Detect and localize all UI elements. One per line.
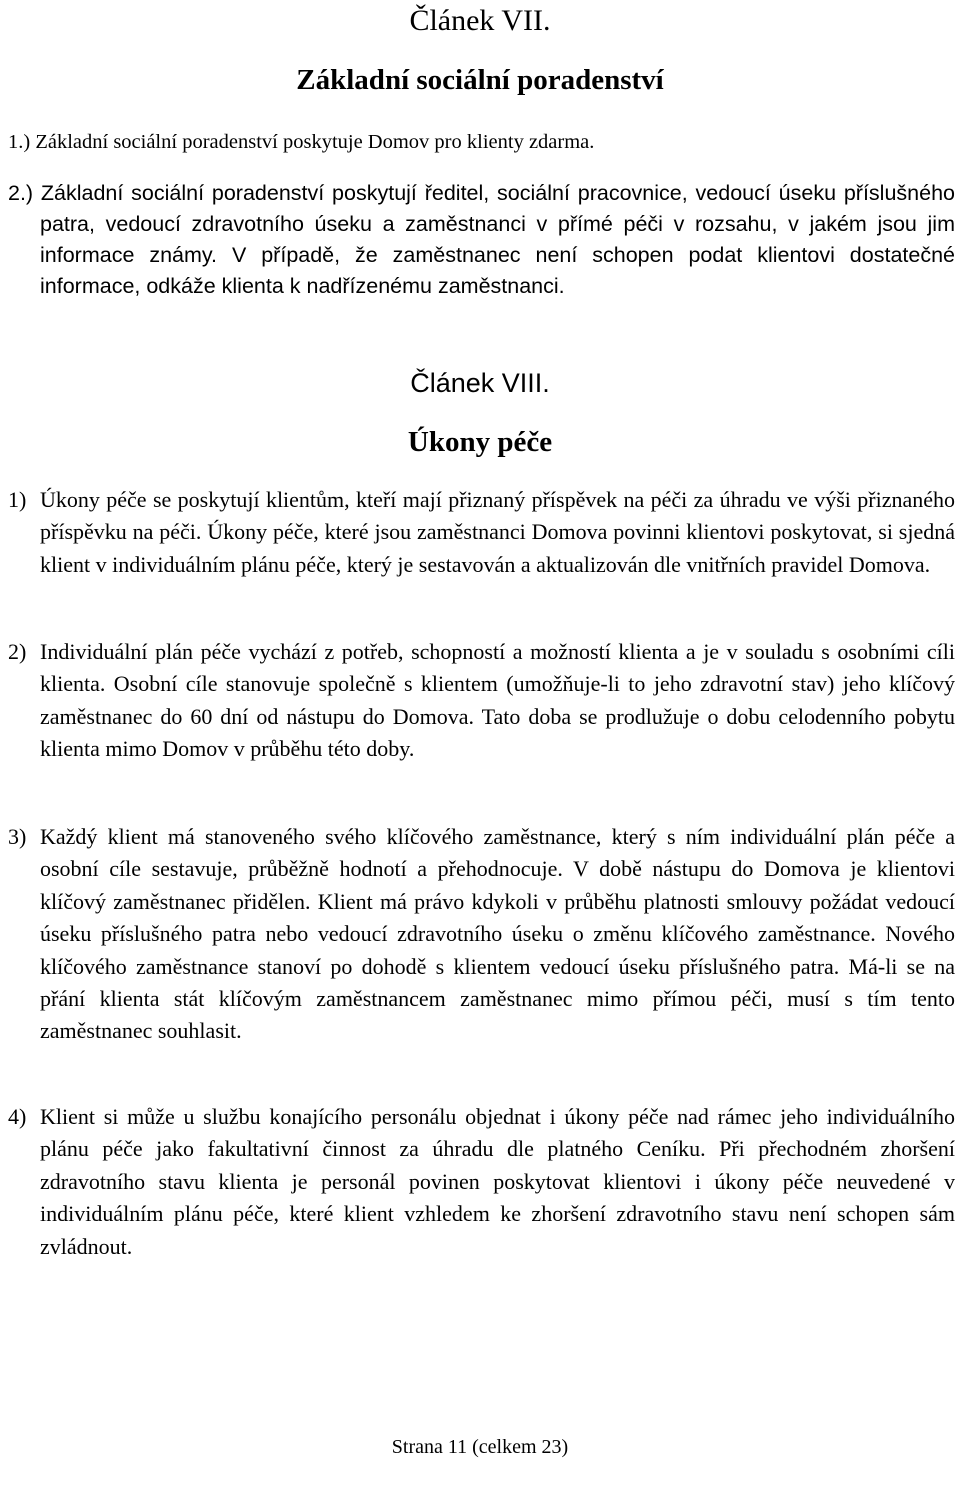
list-item-number: 2)	[8, 639, 27, 664]
list-item-text: Individuální plán péče vychází z potřeb, schopností a možností klienta a je v souladu s osobními cíli klienta. Osobní cíle stanovuje společně s klientem (umožňuje-li to jeho zdravotní stav) jeho klíčový zaměstnanec do 60 dní od nástupu do Domova. Tato doba se prodlužuje o dobu celodenního pobytu klienta mimo Domov v průběhu této doby.	[40, 639, 955, 762]
list-item	[8, 484, 955, 581]
list-item-text: Klient si může u službu konajícího personálu objednat i úkony péče nad rámec jeho individuálního plánu péče jako fakultativní činnost za úhradu dle platného Ceníku. Při přechodném zhoršení zdravotního stavu klienta je personál povinen poskytovat klientovi i úkony péče neuvedené v individuálním plánu péče, které klient vzhledem ke zhoršení zdravotního stavu není schopen sám zvládnout.	[40, 1104, 955, 1259]
article-vii-paragraph-2: 2.) Základní sociální poradenství poskytují ředitel, sociální pracovnice, vedoucí úseku příslušného patra, vedoucí zdravotního úseku a zaměstnanci v přímé péči v rozsahu, v jakém jsou jim informace známy. V případě, že zaměstnanec není schopen podat klientovi dostatečné informace, odkáže klienta k nadřízenému zaměstnanci.	[8, 181, 955, 298]
article-viii-heading: Článek VIII.	[410, 368, 550, 398]
list-item	[8, 1101, 955, 1263]
article-vii-title: Základní sociální poradenství	[296, 64, 664, 96]
list-item-text: Úkony péče se poskytují klientům, kteří mají přiznaný příspěvek na péči za úhradu ve výši přiznaného příspěvku na péči. Úkony péče, které jsou zaměstnanci Domova povinni klientovi poskytovat, si sjedná klient v individuálním plánu péče, který je sestavován a aktualizován dle vnitřních pravidel Domova.	[40, 487, 955, 577]
list-item	[8, 636, 955, 766]
article-vii-heading: Článek VII.	[409, 4, 551, 37]
list-item-number: 3)	[8, 824, 27, 849]
article-vii-paragraph-1: 1.) Základní sociální poradenství poskytuje Domov pro klienty zdarma.	[8, 131, 595, 153]
list-item-text: Každý klient má stanoveného svého klíčového zaměstnance, který s ním individuální plán péče a osobní cíle sestavuje, průběžně hodnotí a přehodnocuje. V době nástupu do Domova je klientovi klíčový zaměstnanec přidělen. Klient má právo kdykoli v průběhu platnosti smlouvy požádat vedoucí úseku příslušného patra nebo vedoucí zdravotního úseku o změnu klíčového zaměstnance. Nového klíčového zaměstnance stanoví po dohodě s klientem vedoucí úseku příslušného patra. Má-li se na přání klienta stát klíčovým zaměstnancem zaměstnanec mimo přímou péči, musí s tím tento zaměstnanec souhlasit.	[40, 824, 955, 1044]
list-item-number: 4)	[8, 1104, 27, 1129]
list-item-number: 1)	[8, 487, 27, 512]
article-viii-title: Úkony péče	[407, 426, 553, 458]
list-item	[8, 821, 955, 1048]
page-number-footer: Strana 11 (celkem 23)	[391, 1436, 569, 1458]
